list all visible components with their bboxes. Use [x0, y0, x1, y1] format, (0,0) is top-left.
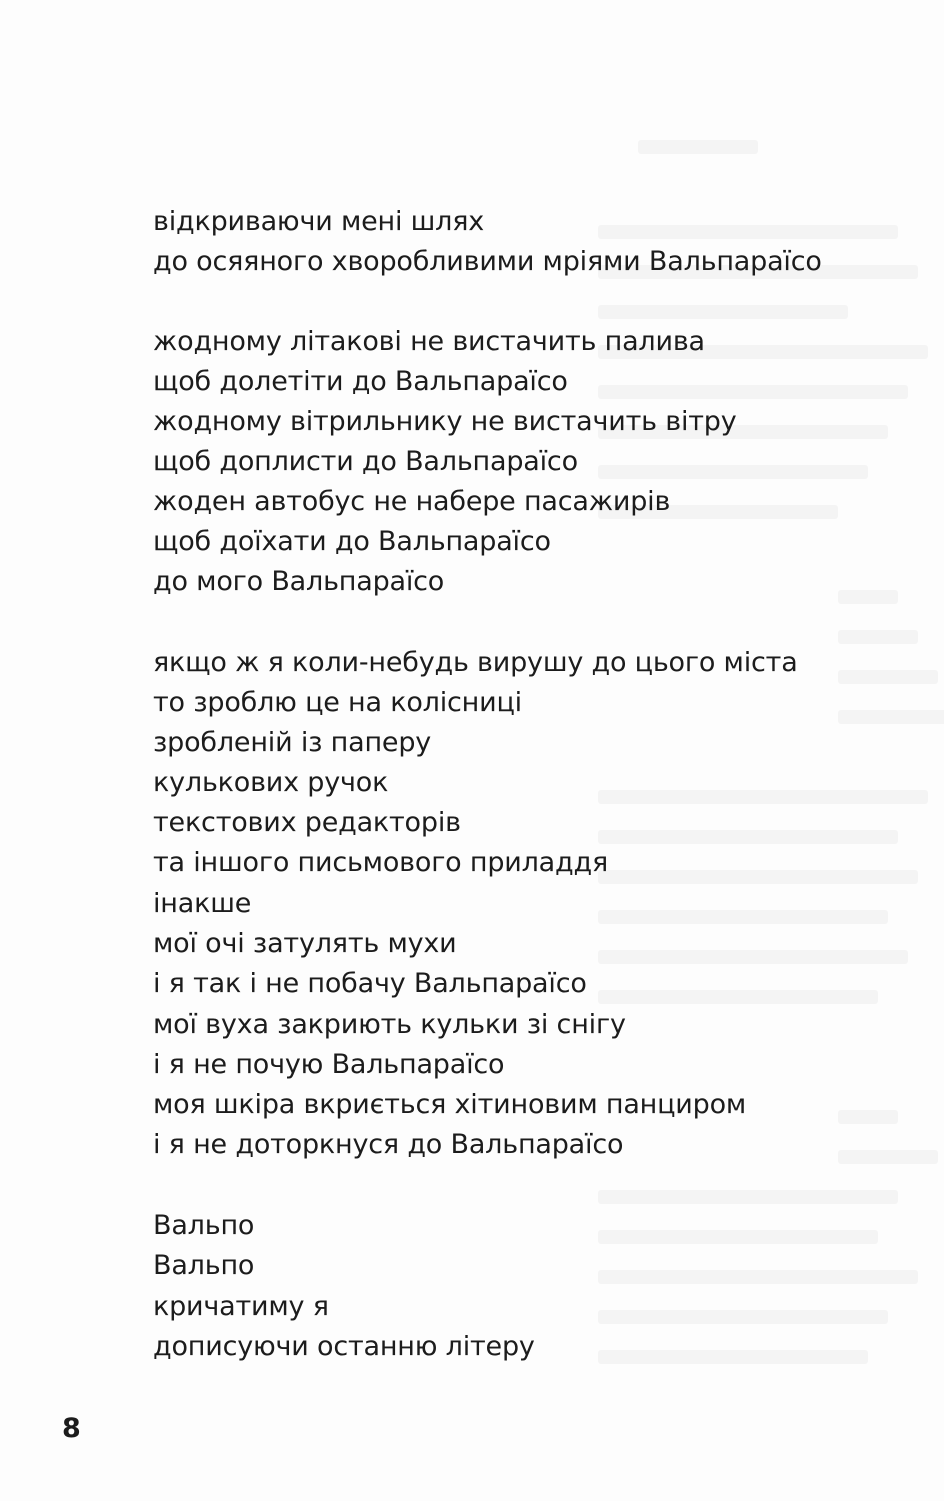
- poem-line: до осяяного хворобливими мріями Вальпараїсо: [153, 246, 822, 277]
- poem-line: кричатиму я: [153, 1291, 329, 1322]
- poem-line: жодному вітрильнику не вистачить вітру: [153, 406, 737, 437]
- show-through-background: [598, 120, 944, 1380]
- poem-line: мої очі затулять мухи: [153, 928, 457, 959]
- poem-line: інакше: [153, 888, 252, 919]
- poem-line: щоб доплисти до Вальпараїсо: [153, 446, 578, 477]
- poem-line: та іншого письмового приладдя: [153, 847, 609, 878]
- poem-line: до мого Вальпараїсо: [153, 566, 445, 597]
- poem-line: мої вуха закриють кульки зі снігу: [153, 1009, 626, 1040]
- page-number: 8: [62, 1413, 81, 1444]
- poem-line: жодному літакові не вистачить палива: [153, 326, 705, 357]
- poem-line: моя шкіра вкриється хітиновим панциром: [153, 1089, 747, 1120]
- poem-line: відкриваючи мені шлях: [153, 206, 485, 237]
- poem-line: зробленій із паперу: [153, 727, 432, 758]
- poem-line: то зроблю це на колісниці: [153, 687, 522, 718]
- poem-line: текстових редакторів: [153, 807, 461, 838]
- poem-line: і я не почую Вальпараїсо: [153, 1049, 505, 1080]
- poem-line: дописуючи останню літеру: [153, 1331, 535, 1362]
- poem-line: і я так і не побачу Вальпараїсо: [153, 968, 587, 999]
- poem-line: і я не доторкнуся до Вальпараїсо: [153, 1129, 624, 1160]
- poem-line: кулькових ручок: [153, 767, 389, 798]
- poem-line: Вальпо: [153, 1250, 255, 1281]
- poem-line: жоден автобус не набере пасажирів: [153, 486, 671, 517]
- poem-line: щоб доїхати до Вальпараїсо: [153, 526, 551, 557]
- poem-line: Вальпо: [153, 1210, 255, 1241]
- poem-line: якщо ж я коли-небудь вирушу до цього міста: [153, 647, 798, 678]
- poem-line: щоб долетіти до Вальпараїсо: [153, 366, 568, 397]
